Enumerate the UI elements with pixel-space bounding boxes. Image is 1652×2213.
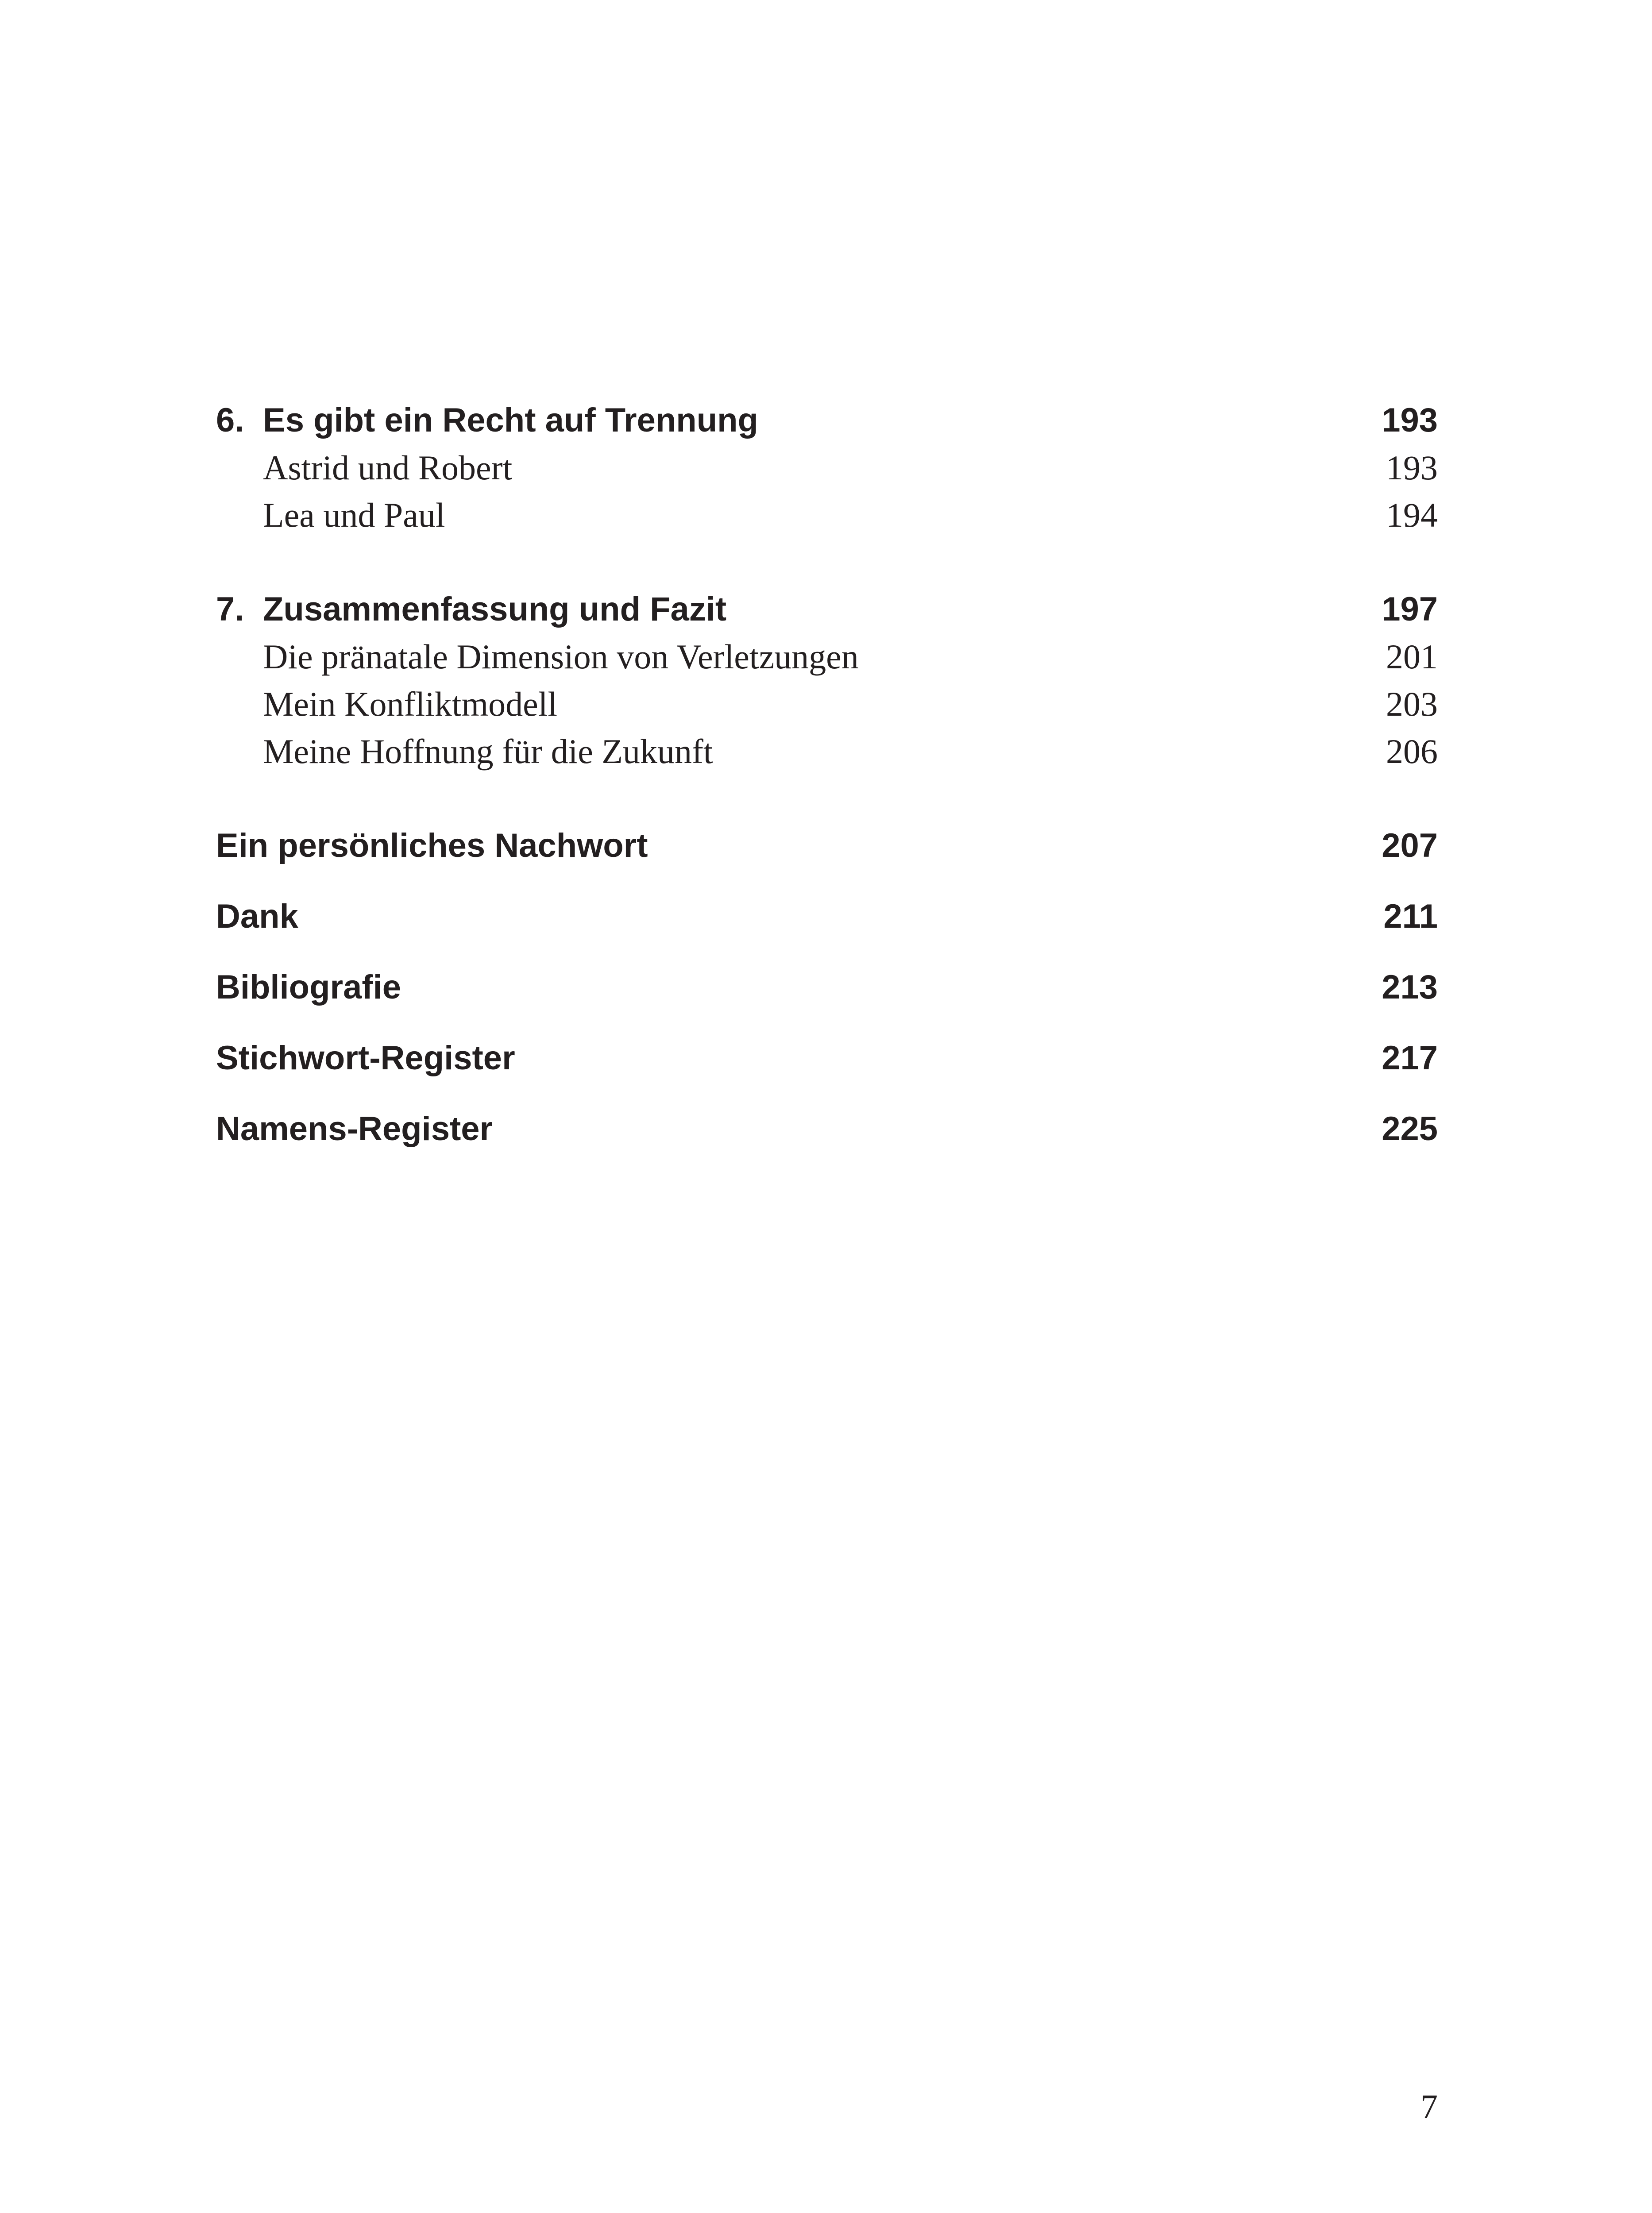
- toc-subsection[interactable]: [216, 678, 1438, 731]
- toc-subsection[interactable]: [216, 630, 1438, 683]
- subsection-page: 201: [1386, 637, 1438, 676]
- toc-entry-namens-register[interactable]: [216, 1103, 1438, 1156]
- chapter-number: 7.: [216, 590, 244, 628]
- toc-chapter-7[interactable]: [216, 583, 1438, 636]
- subsection-page: 194: [1386, 496, 1438, 534]
- subsection-title: Meine Hoffnung für die Zukunft: [263, 732, 713, 771]
- entry-title: Namens-Register: [216, 1110, 493, 1148]
- toc-entry-stichwort-register[interactable]: [216, 1032, 1438, 1085]
- entry-page: 213: [1382, 968, 1438, 1006]
- toc-entry-bibliografie[interactable]: [216, 961, 1438, 1014]
- toc-entry-dank[interactable]: [216, 890, 1438, 943]
- entry-page: 207: [1382, 827, 1438, 864]
- toc-chapter-6[interactable]: [216, 394, 1438, 447]
- toc-subsection[interactable]: [216, 725, 1438, 778]
- toc-subsection[interactable]: [216, 489, 1438, 542]
- entry-page: 217: [1382, 1039, 1438, 1077]
- subsection-title: Mein Konfliktmodell: [263, 685, 558, 723]
- chapter-title: Zusammenfassung und Fazit: [263, 590, 727, 628]
- subsection-title: Die pränatale Dimension von Verletzungen: [263, 637, 859, 676]
- entry-page: 225: [1382, 1110, 1438, 1148]
- subsection-page: 206: [1386, 732, 1438, 771]
- subsection-page: 203: [1386, 685, 1438, 723]
- entry-title: Dank: [216, 898, 298, 935]
- toc-entry-nachwort[interactable]: [216, 819, 1438, 872]
- subsection-page: 193: [1386, 448, 1438, 487]
- chapter-title: Es gibt ein Recht auf Trennung: [263, 401, 758, 439]
- chapter-page: 197: [1382, 590, 1438, 628]
- entry-title: Stichwort-Register: [216, 1039, 515, 1077]
- subsection-title: Astrid und Robert: [263, 448, 513, 487]
- chapter-number: 6.: [216, 401, 244, 439]
- entry-title: Ein persönliches Nachwort: [216, 827, 648, 864]
- subsection-title: Lea und Paul: [263, 496, 445, 534]
- toc-subsection[interactable]: [216, 441, 1438, 494]
- chapter-page: 193: [1382, 401, 1438, 439]
- entry-page: 211: [1383, 898, 1438, 935]
- entry-title: Bibliografie: [216, 968, 401, 1006]
- page-number: 7: [1420, 2087, 1438, 2126]
